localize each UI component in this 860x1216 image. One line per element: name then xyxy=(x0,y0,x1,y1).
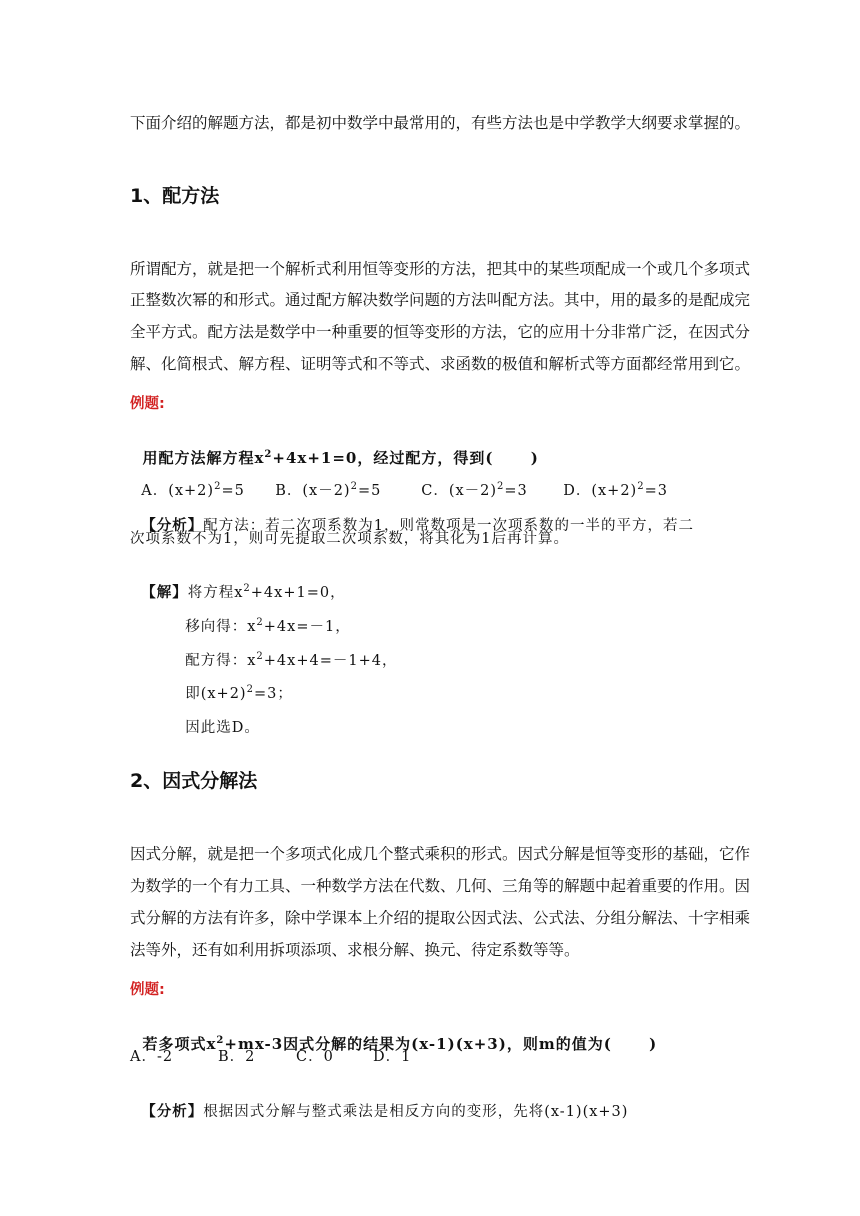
s2-para-line-2: 为数学的一个有力工具、一种数学方法在代数、几何、三角等的解题中起着重要的作用。因 xyxy=(130,877,751,895)
s2-example-label: 例题: xyxy=(130,982,165,998)
s1-analysis-line-2: 次项系数不为1，则可先提取二次项系数，将其化为1后再计算。 xyxy=(130,531,569,547)
s2-option-a: A．-2 xyxy=(130,1049,174,1065)
s2-analysis-line: 【分析】根据因式分解与整式乘法是相反方向的变形，先将(x-1)(x+3) xyxy=(141,1103,629,1120)
section-2-heading: 2、因式分解法 xyxy=(130,770,258,792)
s1-step-2: 配方得：$x^2+4x+4=-1+4$， xyxy=(185,651,398,669)
s1-option-d: D．$(x+2)^2=3$ xyxy=(563,481,668,499)
s1-para-line-2: 正整数次幂的和形式。通过配方解决数学问题的方法叫配方法。其中，用的最多的是配成完 xyxy=(130,291,751,309)
s1-step-3: 即$(x+2)^2=3$； xyxy=(185,684,293,702)
s1-para-line-1: 所谓配方，就是把一个解析式利用恒等变形的方法，把其中的某些项配成一个或几个多项式 xyxy=(130,260,751,278)
s1-solution-line: 【解】将方程$x^2+4x+1=0$， xyxy=(141,583,346,601)
s1-option-c: C．$(x-2)^2=3$ xyxy=(421,481,528,499)
s2-question: 若多项式$x^2+mx-3$因式分解的结果为(x-1)(x+3)，则m的值为( ) xyxy=(142,1035,658,1053)
s2-para-line-1: 因式分解，就是把一个多项式化成几个整式乘积的形式。因式分解是恒等变形的基础，它作 xyxy=(130,845,751,863)
s1-para-line-3: 全平方式。配方法是数学中一种重要的恒等变形的方法，它的应用十分非常广泛，在因式分 xyxy=(130,323,751,341)
analysis-tag: 【分析】 xyxy=(141,1103,204,1120)
analysis-tag: 【分析】 xyxy=(141,517,204,534)
intro-text: 下面介绍的解题方法，都是初中数学中最常用的，有些方法也是中学教学大纲要求掌握的。 xyxy=(130,114,751,132)
s2-para-line-3: 式分解的方法有许多，除中学课本上介绍的提取公因式法、公式法、分组分解法、十字相乘 xyxy=(130,909,751,927)
s1-question: 用配方法解方程$x^2+4x+1=0$，经过配方，得到( ) xyxy=(142,449,539,467)
solution-tag: 【解】 xyxy=(141,584,188,601)
s2-option-d: D．1 xyxy=(373,1049,412,1065)
s1-step-1: 移向得：$x^2+4x=-1$， xyxy=(185,617,351,635)
s2-option-c: C．0 xyxy=(296,1049,334,1065)
s2-option-b: B．2 xyxy=(218,1049,256,1065)
section-1-heading: 1、配方法 xyxy=(130,185,220,207)
s1-step-4: 因此选D。 xyxy=(185,720,260,736)
s1-option-b: B．$(x-2)^2=5$ xyxy=(275,481,382,499)
s2-para-line-4: 法等外，还有如利用拆项添项、求根分解、换元、待定系数等等。 xyxy=(130,941,580,959)
s1-option-a: A．$(x+2)^2=5$ xyxy=(141,481,245,499)
s1-example-label: 例题: xyxy=(130,396,165,412)
s1-analysis-line-1: 【分析】配方法：若二次项系数为1，则常数项是一次项系数的一半的平方，若二 xyxy=(141,517,694,534)
s1-para-line-4: 解、化简根式、解方程、证明等式和不等式、求函数的极值和解析式等方面都经常用到它。 xyxy=(130,355,751,373)
